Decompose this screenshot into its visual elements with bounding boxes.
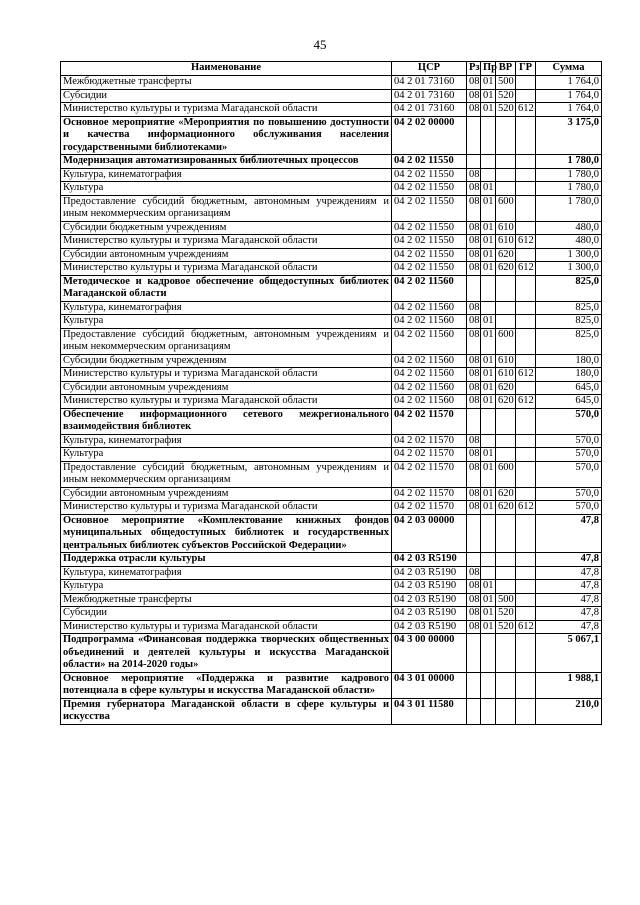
cell-pr	[481, 155, 496, 169]
cell-vr: 500	[496, 593, 516, 607]
header-rz: Рз	[467, 62, 481, 76]
table-row	[61, 395, 602, 409]
cell-csr: 04 2 01 73160	[392, 103, 467, 117]
cell-pr: 01	[481, 593, 496, 607]
cell-vr: 520	[496, 89, 516, 103]
cell-gr	[516, 634, 536, 673]
cell-rz	[467, 634, 481, 673]
cell-sum: 825,0	[536, 328, 602, 354]
cell-gr: 612	[516, 235, 536, 249]
cell-pr	[481, 434, 496, 448]
cell-sum: 47,8	[536, 607, 602, 621]
cell-name: Министерство культуры и туризма Магаданской области	[61, 103, 392, 117]
cell-vr	[496, 315, 516, 329]
cell-pr: 01	[481, 195, 496, 221]
cell-csr: 04 2 02 11550	[392, 221, 467, 235]
cell-sum: 1 300,0	[536, 262, 602, 276]
cell-name: Субсидии автономным учреждениям	[61, 248, 392, 262]
cell-sum: 47,8	[536, 566, 602, 580]
table-row	[61, 593, 602, 607]
cell-sum: 570,0	[536, 408, 602, 434]
cell-sum: 480,0	[536, 221, 602, 235]
header-vr: ВР	[496, 62, 516, 76]
cell-pr: 01	[481, 182, 496, 196]
cell-rz: 08	[467, 566, 481, 580]
cell-vr: 620	[496, 262, 516, 276]
cell-gr	[516, 76, 536, 90]
cell-csr: 04 2 02 11560	[392, 395, 467, 409]
table-row	[61, 76, 602, 90]
cell-vr: 610	[496, 235, 516, 249]
cell-name: Межбюджетные трансферты	[61, 76, 392, 90]
table-row	[61, 566, 602, 580]
cell-pr: 01	[481, 262, 496, 276]
cell-name: Основное мероприятие «Поддержка и развитие кадрового потенциала в сфере культуры и искусства Магаданской области»	[61, 672, 392, 698]
table-row	[61, 487, 602, 501]
cell-gr	[516, 698, 536, 724]
table-row	[61, 262, 602, 276]
cell-sum: 180,0	[536, 368, 602, 382]
cell-pr: 01	[481, 248, 496, 262]
cell-name: Министерство культуры и туризма Магаданской области	[61, 620, 392, 634]
table-row	[61, 501, 602, 515]
cell-sum: 3 175,0	[536, 116, 602, 155]
cell-name: Основное мероприятие «Мероприятия по повышению доступности и качества информационного обслуживания населения государственными библиотеками»	[61, 116, 392, 155]
table-row	[61, 553, 602, 567]
cell-sum: 1 988,1	[536, 672, 602, 698]
cell-name: Премия губернатора Магаданской области в сфере культуры и искусства	[61, 698, 392, 724]
cell-sum: 1 764,0	[536, 76, 602, 90]
cell-name: Субсидии автономным учреждениям	[61, 487, 392, 501]
cell-csr: 04 2 02 11570	[392, 501, 467, 515]
table-row	[61, 168, 602, 182]
cell-pr: 01	[481, 381, 496, 395]
cell-csr: 04 2 02 11570	[392, 434, 467, 448]
header-name: Наименование	[61, 62, 392, 76]
cell-sum: 825,0	[536, 301, 602, 315]
cell-csr: 04 2 02 11550	[392, 195, 467, 221]
cell-csr: 04 2 02 11570	[392, 448, 467, 462]
cell-name: Субсидии бюджетным учреждениям	[61, 221, 392, 235]
cell-gr	[516, 221, 536, 235]
cell-vr	[496, 301, 516, 315]
header-pr: Пр	[481, 62, 496, 76]
cell-pr: 01	[481, 580, 496, 594]
cell-csr: 04 3 00 00000	[392, 634, 467, 673]
cell-sum: 1 780,0	[536, 168, 602, 182]
cell-gr: 612	[516, 395, 536, 409]
cell-vr: 610	[496, 354, 516, 368]
cell-sum: 645,0	[536, 381, 602, 395]
cell-name: Культура, кинематография	[61, 301, 392, 315]
cell-pr	[481, 408, 496, 434]
cell-name: Предоставление субсидий бюджетным, автономным учреждениям и иным некоммерческим организациям	[61, 328, 392, 354]
table-row	[61, 315, 602, 329]
cell-sum: 47,8	[536, 553, 602, 567]
cell-csr: 04 2 02 11550	[392, 262, 467, 276]
cell-vr: 610	[496, 221, 516, 235]
cell-gr: 612	[516, 620, 536, 634]
table-row	[61, 514, 602, 553]
cell-vr	[496, 434, 516, 448]
cell-sum: 825,0	[536, 275, 602, 301]
cell-rz: 08	[467, 168, 481, 182]
cell-csr: 04 2 02 11550	[392, 182, 467, 196]
cell-gr: 612	[516, 501, 536, 515]
cell-name: Министерство культуры и туризма Магаданской области	[61, 262, 392, 276]
cell-pr: 01	[481, 368, 496, 382]
cell-csr: 04 2 03 R5190	[392, 593, 467, 607]
cell-pr: 01	[481, 620, 496, 634]
cell-vr	[496, 182, 516, 196]
cell-rz: 08	[467, 395, 481, 409]
cell-pr: 01	[481, 103, 496, 117]
table-row	[61, 368, 602, 382]
cell-vr: 620	[496, 381, 516, 395]
cell-name: Межбюджетные трансферты	[61, 593, 392, 607]
table-row	[61, 89, 602, 103]
cell-gr	[516, 182, 536, 196]
table-row	[61, 328, 602, 354]
cell-name: Субсидии автономным учреждениям	[61, 381, 392, 395]
cell-csr: 04 2 03 R5190	[392, 620, 467, 634]
cell-gr	[516, 155, 536, 169]
table-row	[61, 672, 602, 698]
table-row	[61, 580, 602, 594]
cell-gr	[516, 593, 536, 607]
table-row	[61, 155, 602, 169]
cell-pr	[481, 514, 496, 553]
cell-gr	[516, 566, 536, 580]
cell-gr	[516, 195, 536, 221]
cell-pr: 01	[481, 461, 496, 487]
cell-rz	[467, 275, 481, 301]
cell-pr	[481, 553, 496, 567]
cell-rz: 08	[467, 607, 481, 621]
cell-pr	[481, 168, 496, 182]
cell-name: Культура, кинематография	[61, 434, 392, 448]
cell-sum: 645,0	[536, 395, 602, 409]
cell-rz: 08	[467, 328, 481, 354]
cell-pr: 01	[481, 76, 496, 90]
cell-gr	[516, 315, 536, 329]
cell-gr	[516, 381, 536, 395]
cell-name: Предоставление субсидий бюджетным, автономным учреждениям и иным некоммерческим организациям	[61, 195, 392, 221]
cell-name: Субсидии	[61, 89, 392, 103]
cell-name: Методическое и кадровое обеспечение общедоступных библиотек Магаданской области	[61, 275, 392, 301]
cell-gr	[516, 301, 536, 315]
cell-sum: 47,8	[536, 580, 602, 594]
cell-rz: 08	[467, 221, 481, 235]
cell-csr: 04 2 02 11570	[392, 408, 467, 434]
cell-name: Министерство культуры и туризма Магаданской области	[61, 501, 392, 515]
cell-name: Культура	[61, 448, 392, 462]
cell-name: Подпрограмма «Финансовая поддержка творческих общественных объединений и деятелей культуры и искусства Магаданской области» на 2014-2020 годы»	[61, 634, 392, 673]
table-row	[61, 461, 602, 487]
header-csr: ЦСР	[392, 62, 467, 76]
cell-rz: 08	[467, 620, 481, 634]
cell-vr: 610	[496, 368, 516, 382]
cell-rz: 08	[467, 354, 481, 368]
cell-rz	[467, 514, 481, 553]
header-gr: ГР	[516, 62, 536, 76]
cell-vr	[496, 580, 516, 594]
cell-name: Культура, кинематография	[61, 566, 392, 580]
cell-rz: 08	[467, 580, 481, 594]
cell-vr	[496, 514, 516, 553]
cell-sum: 570,0	[536, 434, 602, 448]
cell-vr: 520	[496, 620, 516, 634]
cell-name: Министерство культуры и туризма Магаданской области	[61, 235, 392, 249]
cell-vr	[496, 698, 516, 724]
cell-gr: 612	[516, 262, 536, 276]
cell-csr: 04 2 01 73160	[392, 89, 467, 103]
cell-pr	[481, 672, 496, 698]
cell-csr: 04 2 02 11560	[392, 381, 467, 395]
cell-pr: 01	[481, 315, 496, 329]
cell-sum: 1 764,0	[536, 103, 602, 117]
cell-csr: 04 2 02 11550	[392, 248, 467, 262]
cell-vr: 600	[496, 461, 516, 487]
cell-vr: 520	[496, 607, 516, 621]
cell-name: Обеспечение информационного сетевого межрегионального взаимодействия библиотек	[61, 408, 392, 434]
cell-sum: 47,8	[536, 514, 602, 553]
cell-csr: 04 2 02 11550	[392, 168, 467, 182]
cell-rz: 08	[467, 487, 481, 501]
cell-pr	[481, 566, 496, 580]
cell-pr	[481, 634, 496, 673]
cell-sum: 570,0	[536, 487, 602, 501]
cell-gr	[516, 580, 536, 594]
cell-rz: 08	[467, 448, 481, 462]
cell-pr: 01	[481, 395, 496, 409]
cell-vr	[496, 634, 516, 673]
cell-rz: 08	[467, 76, 481, 90]
cell-vr: 620	[496, 395, 516, 409]
table-body	[61, 76, 602, 725]
cell-rz: 08	[467, 195, 481, 221]
cell-vr	[496, 566, 516, 580]
cell-sum: 570,0	[536, 501, 602, 515]
cell-pr: 01	[481, 448, 496, 462]
cell-sum: 47,8	[536, 620, 602, 634]
cell-csr: 04 2 02 11560	[392, 301, 467, 315]
cell-csr: 04 2 03 00000	[392, 514, 467, 553]
cell-name: Культура	[61, 182, 392, 196]
cell-rz: 08	[467, 434, 481, 448]
cell-csr: 04 2 02 11560	[392, 328, 467, 354]
cell-csr: 04 2 03 R5190	[392, 580, 467, 594]
cell-rz	[467, 672, 481, 698]
cell-sum: 1 780,0	[536, 182, 602, 196]
cell-rz: 08	[467, 381, 481, 395]
table-row	[61, 434, 602, 448]
cell-name: Основное мероприятие «Комплектование книжных фондов муниципальных общедоступных библиотек и государственных центральных библиотек субъектов Российской Федерации»	[61, 514, 392, 553]
cell-rz: 08	[467, 368, 481, 382]
cell-rz	[467, 408, 481, 434]
table-row	[61, 634, 602, 673]
table-row	[61, 182, 602, 196]
cell-sum: 5 067,1	[536, 634, 602, 673]
cell-sum: 480,0	[536, 235, 602, 249]
cell-gr	[516, 116, 536, 155]
table-row	[61, 275, 602, 301]
cell-csr: 04 2 02 11560	[392, 275, 467, 301]
cell-gr	[516, 328, 536, 354]
cell-csr: 04 2 02 11560	[392, 368, 467, 382]
cell-sum: 1 764,0	[536, 89, 602, 103]
cell-pr: 01	[481, 501, 496, 515]
cell-gr	[516, 248, 536, 262]
cell-sum: 1 780,0	[536, 195, 602, 221]
cell-gr	[516, 354, 536, 368]
cell-vr	[496, 168, 516, 182]
cell-sum: 1 780,0	[536, 155, 602, 169]
table-row	[61, 301, 602, 315]
cell-pr: 01	[481, 328, 496, 354]
cell-sum: 180,0	[536, 354, 602, 368]
cell-vr: 620	[496, 248, 516, 262]
cell-gr	[516, 672, 536, 698]
cell-csr: 04 2 02 11570	[392, 487, 467, 501]
cell-pr: 01	[481, 354, 496, 368]
cell-name: Культура	[61, 580, 392, 594]
table-row	[61, 103, 602, 117]
cell-pr: 01	[481, 487, 496, 501]
table-row	[61, 116, 602, 155]
cell-rz: 08	[467, 262, 481, 276]
cell-vr	[496, 448, 516, 462]
table-row	[61, 195, 602, 221]
cell-csr: 04 2 02 11550	[392, 155, 467, 169]
cell-csr: 04 2 03 R5190	[392, 553, 467, 567]
table-row	[61, 354, 602, 368]
cell-name: Культура	[61, 315, 392, 329]
table-row	[61, 248, 602, 262]
cell-rz: 08	[467, 315, 481, 329]
cell-pr: 01	[481, 89, 496, 103]
budget-table	[60, 61, 602, 725]
cell-pr	[481, 698, 496, 724]
table-header-row	[61, 62, 602, 76]
cell-vr: 500	[496, 76, 516, 90]
cell-pr: 01	[481, 221, 496, 235]
cell-name: Поддержка отрасли культуры	[61, 553, 392, 567]
cell-vr: 600	[496, 195, 516, 221]
cell-pr	[481, 116, 496, 155]
cell-pr	[481, 301, 496, 315]
cell-pr: 01	[481, 235, 496, 249]
cell-sum: 570,0	[536, 461, 602, 487]
cell-gr	[516, 514, 536, 553]
cell-vr	[496, 116, 516, 155]
cell-vr: 620	[496, 501, 516, 515]
cell-gr: 612	[516, 368, 536, 382]
cell-rz: 08	[467, 501, 481, 515]
cell-vr: 620	[496, 487, 516, 501]
cell-rz: 08	[467, 461, 481, 487]
cell-vr	[496, 155, 516, 169]
cell-csr: 04 2 03 R5190	[392, 566, 467, 580]
cell-name: Модернизация автоматизированных библиотечных процессов	[61, 155, 392, 169]
cell-gr	[516, 487, 536, 501]
cell-pr: 01	[481, 607, 496, 621]
cell-pr	[481, 275, 496, 301]
cell-sum: 825,0	[536, 315, 602, 329]
cell-csr: 04 2 02 11570	[392, 461, 467, 487]
cell-csr: 04 3 01 00000	[392, 672, 467, 698]
cell-vr	[496, 275, 516, 301]
cell-gr	[516, 168, 536, 182]
cell-vr: 600	[496, 328, 516, 354]
cell-name: Субсидии бюджетным учреждениям	[61, 354, 392, 368]
cell-name: Культура, кинематография	[61, 168, 392, 182]
cell-rz	[467, 698, 481, 724]
cell-rz	[467, 553, 481, 567]
table-row	[61, 408, 602, 434]
cell-rz: 08	[467, 593, 481, 607]
cell-csr: 04 3 01 11580	[392, 698, 467, 724]
cell-rz: 08	[467, 235, 481, 249]
cell-gr	[516, 408, 536, 434]
cell-gr	[516, 461, 536, 487]
cell-vr	[496, 553, 516, 567]
cell-rz	[467, 116, 481, 155]
table-row	[61, 607, 602, 621]
table-row	[61, 620, 602, 634]
cell-csr: 04 2 02 00000	[392, 116, 467, 155]
cell-gr	[516, 275, 536, 301]
cell-gr	[516, 553, 536, 567]
cell-rz: 08	[467, 89, 481, 103]
cell-vr	[496, 408, 516, 434]
cell-rz: 08	[467, 103, 481, 117]
cell-gr	[516, 607, 536, 621]
table-row	[61, 698, 602, 724]
cell-name: Предоставление субсидий бюджетным, автономным учреждениям и иным некоммерческим организациям	[61, 461, 392, 487]
cell-rz: 08	[467, 301, 481, 315]
cell-rz: 08	[467, 182, 481, 196]
cell-sum: 1 300,0	[536, 248, 602, 262]
header-sum: Сумма	[536, 62, 602, 76]
cell-gr	[516, 89, 536, 103]
cell-csr: 04 2 03 R5190	[392, 607, 467, 621]
cell-sum: 47,8	[536, 593, 602, 607]
cell-rz: 08	[467, 248, 481, 262]
table-row	[61, 381, 602, 395]
cell-csr: 04 2 02 11560	[392, 315, 467, 329]
cell-gr	[516, 448, 536, 462]
cell-rz	[467, 155, 481, 169]
cell-csr: 04 2 02 11550	[392, 235, 467, 249]
cell-vr	[496, 672, 516, 698]
cell-name: Министерство культуры и туризма Магаданской области	[61, 368, 392, 382]
cell-vr: 520	[496, 103, 516, 117]
cell-gr	[516, 434, 536, 448]
cell-csr: 04 2 01 73160	[392, 76, 467, 90]
table-row	[61, 235, 602, 249]
page-number: 45	[313, 37, 327, 52]
cell-sum: 210,0	[536, 698, 602, 724]
table-row	[61, 221, 602, 235]
table-row	[61, 448, 602, 462]
cell-csr: 04 2 02 11560	[392, 354, 467, 368]
cell-name: Субсидии	[61, 607, 392, 621]
cell-gr: 612	[516, 103, 536, 117]
cell-name: Министерство культуры и туризма Магаданской области	[61, 395, 392, 409]
cell-sum: 570,0	[536, 448, 602, 462]
